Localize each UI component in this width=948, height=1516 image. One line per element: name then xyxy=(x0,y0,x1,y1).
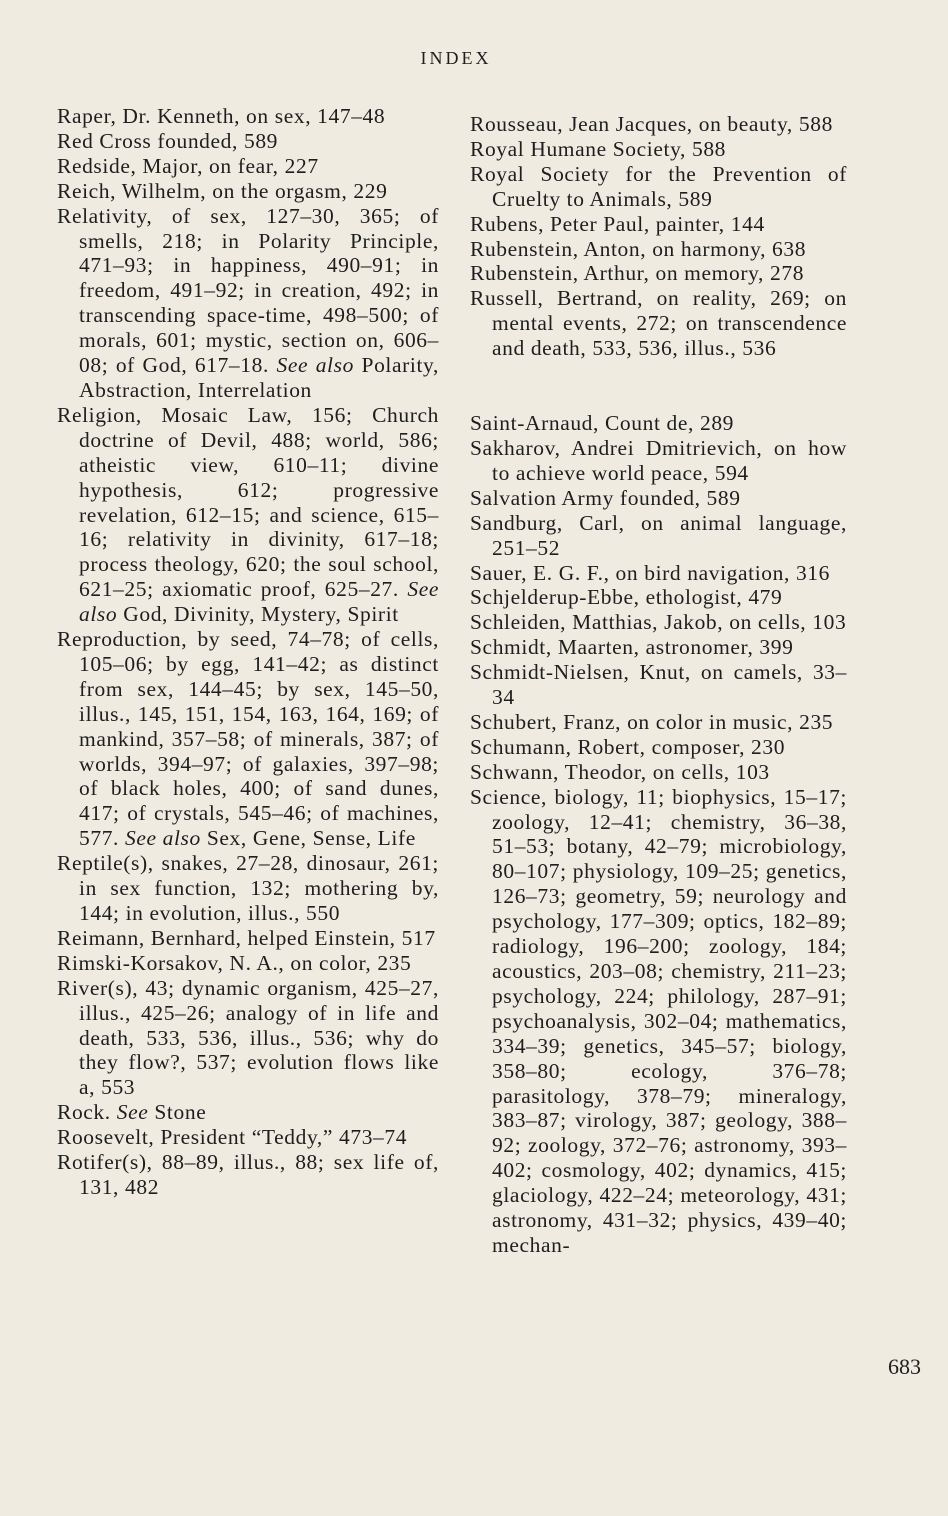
page-number: 683 xyxy=(888,1354,921,1379)
index-entry: Reich, Wilhelm, on the orgasm, 229 xyxy=(57,178,388,203)
index-entry: Reimann, Bernhard, helped Einstein, 517 xyxy=(57,925,436,950)
index-entry: Sakharov, Andrei Dmitrievich, on how to achieve world peace, 594 xyxy=(470,435,847,485)
index-entry: Rubens, Peter Paul, painter, 144 xyxy=(470,211,765,236)
index-entry: Russell, Bertrand, on reality, 269; on mental events, 272; on transcendence and death, 533, 536, illus., 536 xyxy=(470,286,847,361)
index-entry: Rubenstein, Arthur, on memory, 278 xyxy=(470,261,805,286)
index-entry: Roosevelt, President “Teddy,” 473–74 xyxy=(57,1125,408,1150)
index-entry: Rotifer(s), 88–89, illus., 88; sex life of, 131, 482 xyxy=(57,1150,439,1199)
index-column-left xyxy=(57,104,439,1200)
index-entry: Science, biology, 11; biophysics, 15–17; zoology, 12–41; chemistry, 36–38, 51–53; botany, 42–79; microbiology, 80–107; physiology, 109–25; genetics, 126–73; geometry, 59; neurology and psychology, 177–309; optics, 182–89; radiology, 196–200; zoology, 184; acoustics, 203–08; chemistry, 211–23; psychology, 224; philology, 287–91; psychoanalysis, 302–04; mathematics, 334–39; genetics, 345–57; biology, 358–80; ecology, 376–78; parasitology, 378–79; mineralogy, 383–87; virology, 387; geology, 388–92; zoology, 372–76; astronomy, 393–402; cosmology, 402; dynamics, 415; glaciology, 422–24; meteorology, 431; astronomy, 431–32; physics, 439–40; mechan- xyxy=(470,784,847,1257)
index-entry: Relativity, of sex, 127–30, 365; of smells, 218; in Polarity Principle, 471–93; in happiness, 490–91; in freedom, 491–92; in creation, 492; in transcending space-time, 498–500; of morals, 601; mystic, section on, 606–08; of God, 617–18. See also Polarity, Abstraction, Interrelation xyxy=(57,203,439,402)
index-entry: Reproduction, by seed, 74–78; of cells, 105–06; by egg, 141–42; as distinct from sex, 144–45; by sex, 145–50, illus., 145, 151, 154, 163, 164, 169; of mankind, 357–58; of minerals, 387; of worlds, 394–97; of galaxies, 397–98; of black holes, 400; of sand dunes, 417; of crystals, 545–46; of machines, 577. See also Sex, Gene, Sense, Life xyxy=(57,627,439,851)
index-entry: Schmidt-Nielsen, Knut, on camels, 33–34 xyxy=(470,660,847,710)
index-entry: Rubenstein, Anton, on harmony, 638 xyxy=(470,236,807,261)
index-entry: Sauer, E. G. F., on bird navigation, 316 xyxy=(470,560,831,585)
index-entry: Sandburg, Carl, on animal language, 251–52 xyxy=(470,510,847,560)
index-entry: Saint-Arnaud, Count de, 289 xyxy=(470,411,735,436)
index-entry: Rousseau, Jean Jacques, on beauty, 588 xyxy=(470,112,833,136)
index-entry: Salvation Army founded, 589 xyxy=(470,485,741,510)
index-entry: Schmidt, Maarten, astronomer, 399 xyxy=(470,635,794,660)
index-entry: Reptile(s), snakes, 27–28, dinosaur, 261; in sex function, 132; mothering by, 144; in evolution, illus., 550 xyxy=(57,851,439,925)
index-column-right xyxy=(470,112,847,1258)
index-entry: Raper, Dr. Kenneth, on sex, 147–48 xyxy=(57,104,386,128)
index-entry: Rock. See Stone xyxy=(57,1100,207,1125)
index-entry: Royal Humane Society, 588 xyxy=(470,136,727,161)
index-entry: Rimski-Korsakov, N. A., on color, 235 xyxy=(57,950,412,975)
index-entry: Schwann, Theodor, on cells, 103 xyxy=(470,759,770,784)
letter-section-gap xyxy=(470,361,847,411)
index-entry: River(s), 43; dynamic organism, 425–27, illus., 425–26; analogy of in life and death, 533, 536, illus., 536; why do they flow?, 537; evolution flows like a, 553 xyxy=(57,975,439,1100)
index-entry: Religion, Mosaic Law, 156; Church doctrine of Devil, 488; world, 586; atheistic view, 610–11; divine hypothesis, 612; progressive revelation, 612–15; and science, 615–16; relativity in divinity, 617–18; process theology, 620; the soul school, 621–25; axiomatic proof, 625–27. See also God, Divinity, Mystery, Spirit xyxy=(57,402,440,627)
page-header: INDEX xyxy=(420,48,492,68)
index-entry: Schjelderup-Ebbe, ethologist, 479 xyxy=(470,585,783,610)
index-entry: Royal Society for the Prevention of Cruelty to Animals, 589 xyxy=(470,161,847,211)
index-entry: Schumann, Robert, composer, 230 xyxy=(470,734,786,759)
index-entry: Schubert, Franz, on color in music, 235 xyxy=(470,709,834,734)
index-entry: Red Cross founded, 589 xyxy=(57,128,279,153)
index-entry: Schleiden, Matthias, Jakob, on cells, 103 xyxy=(470,610,847,635)
index-entry: Redside, Major, on fear, 227 xyxy=(57,153,319,178)
